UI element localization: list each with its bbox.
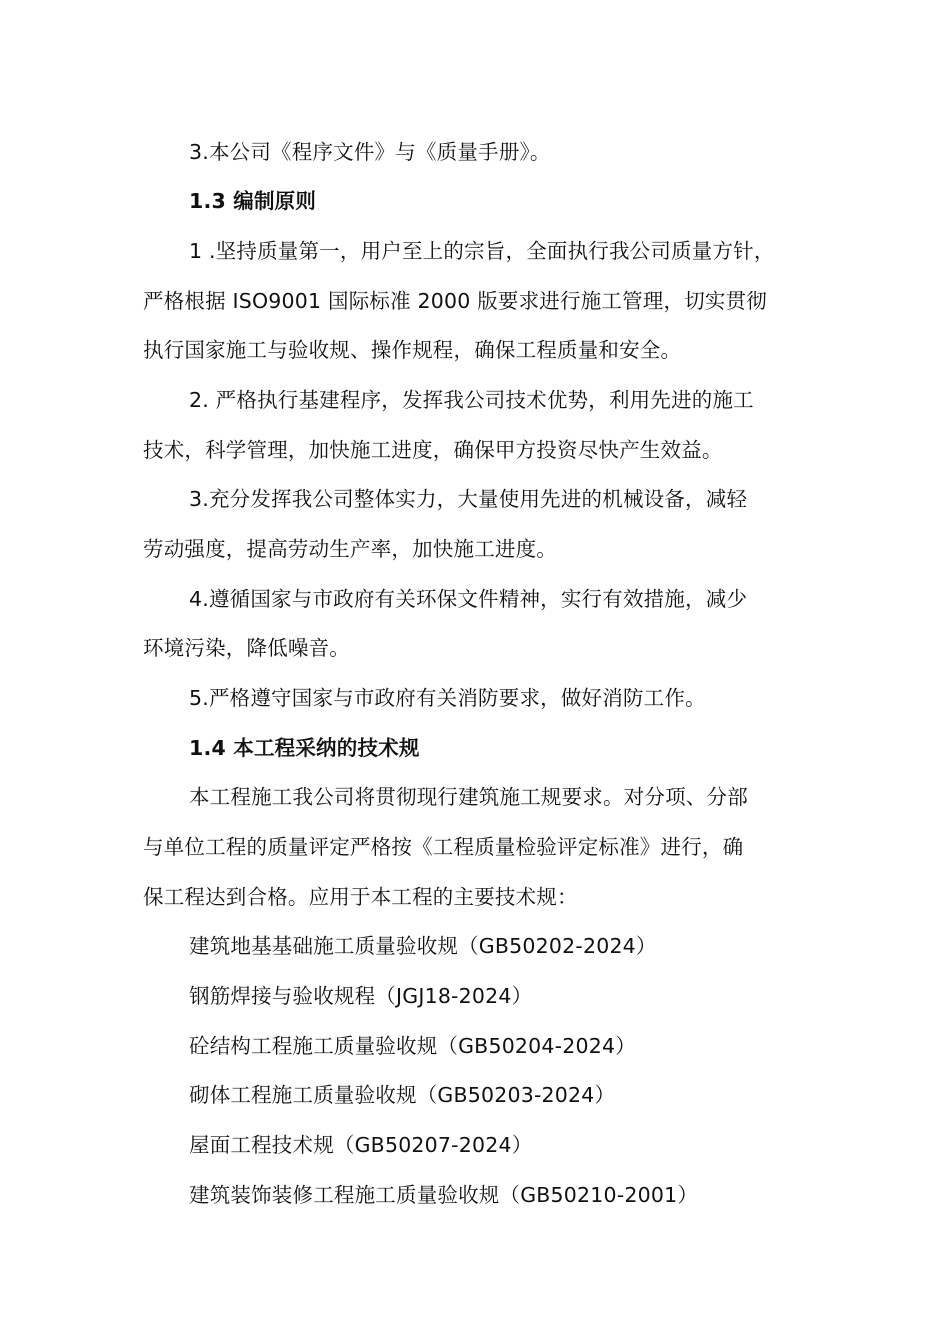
section-heading: 1.4 本工程采纳的技术规 [189,736,420,760]
standard-item: 建筑装饰装修工程施工质量验收规（GB50210-2001） [189,1183,699,1207]
text-line: 5.严格遵守国家与市政府有关消防要求，做好消防工作。 [189,686,706,710]
text-line: 保工程达到合格。应用于本工程的主要技术规： [143,885,578,909]
text-line: 1 .坚持质量第一，用户至上的宗旨，全面执行我公司质量方针， [189,239,775,263]
text-line: 与单位工程的质量评定严格按《工程质量检验评定标准》进行，确 [143,835,744,859]
standard-item: 屋面工程技术规（GB50207-2024） [189,1133,533,1157]
text-line: 本工程施工我公司将贯彻现行建筑施工规要求。对分项、分部 [189,785,748,809]
text-line: 环境污染，降低噪音。 [143,636,350,660]
standard-item: 砌体工程施工质量验收规（GB50203-2024） [189,1083,616,1107]
text-line: 劳动强度，提高劳动生产率，加快施工进度。 [143,537,557,561]
text-line: 技术，科学管理，加快施工进度，确保甲方投资尽快产生效益。 [143,438,723,462]
text-line: 3.充分发挥我公司整体实力，大量使用先进的机械设备，减轻 [189,487,748,511]
standard-item: 建筑地基基础施工质量验收规（GB50202-2024） [189,934,657,958]
text-line: 4.遵循国家与市政府有关环保文件精神，实行有效措施，减少 [189,587,748,611]
text-line: 严格根据 ISO9001 国际标准 2000 版要求进行施工管理，切实贯彻 [143,289,768,313]
standard-item: 钢筋焊接与验收规程（JGJ18-2024） [189,984,533,1008]
text-line: 执行国家施工与验收规、操作规程，确保工程质量和安全。 [143,338,682,362]
standard-item: 砼结构工程施工质量验收规（GB50204-2024） [189,1034,636,1058]
text-line: 2. 严格执行基建程序，发挥我公司技术优势，利用先进的施工 [189,388,754,412]
section-heading: 1.3 编制原则 [189,189,317,213]
text-line: 3.本公司《程序文件》与《质量手册》。 [189,140,551,164]
